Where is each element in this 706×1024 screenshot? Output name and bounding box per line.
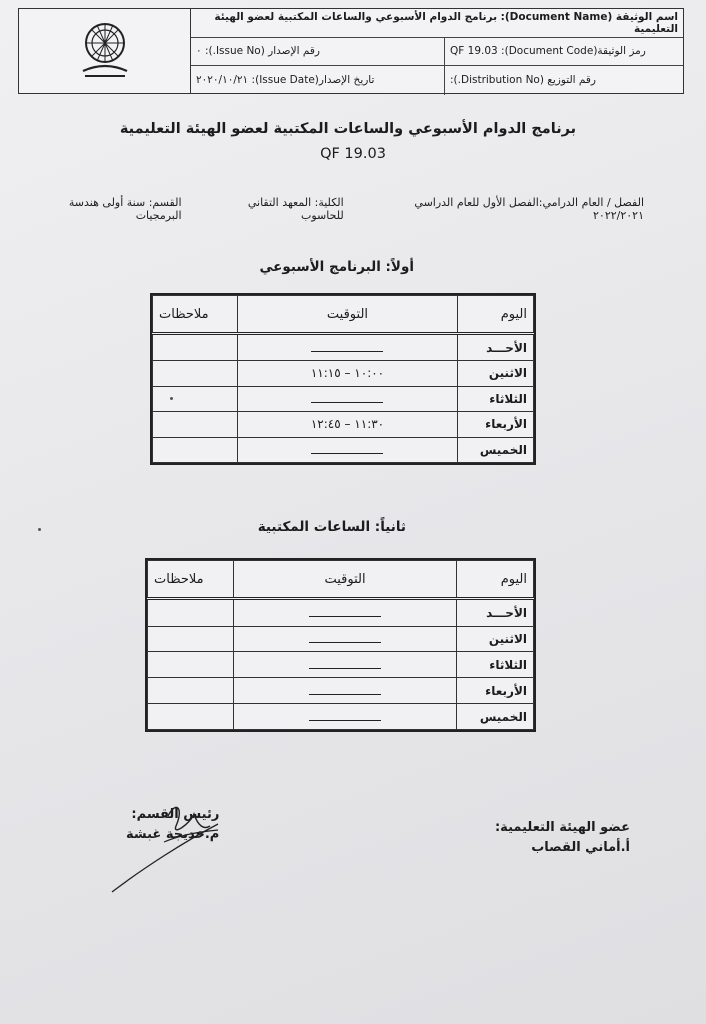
head-label: رئيس القسم: — [131, 807, 220, 822]
blank-line — [309, 608, 381, 617]
form-code: QF 19.03 — [320, 146, 386, 162]
header-day: اليوم — [458, 296, 534, 334]
time-cell — [233, 704, 457, 730]
day-cell: الخميس — [457, 704, 534, 730]
blank-line — [311, 445, 383, 454]
department-info: القسم: سنة أولى هندسة البرمجيات — [68, 196, 182, 222]
header-time: التوقيت — [237, 296, 457, 334]
time-cell — [237, 334, 457, 361]
header-row-code — [191, 38, 683, 67]
notes-cell — [148, 704, 234, 730]
time-cell — [237, 437, 457, 462]
table-row — [148, 626, 534, 652]
time-cell: ١١:٣٠ – ١٢:٤٥ — [237, 412, 457, 437]
issue-date: تاريخ الإصدار(Issue Date): ٢٠٢٠/١٠/٢١ — [191, 66, 445, 95]
page-title: برنامج الدوام الأسبوعي والساعات المكتبية لعضو الهيئة التعليمية — [119, 121, 577, 137]
day-cell: الأربعاء — [457, 678, 534, 704]
header-time: التوقيت — [233, 561, 457, 599]
office-hours-heading: ثانياً: الساعات المكتبية — [257, 519, 406, 535]
document-code: رمز الوثيقة(Document Code): QF 19.03 — [450, 45, 646, 58]
blank-line — [311, 394, 383, 403]
header-notes: ملاحظات — [153, 296, 238, 334]
logo-cell — [19, 9, 191, 93]
table-row — [153, 412, 534, 437]
weekly-table — [150, 293, 536, 465]
table-row — [153, 361, 534, 386]
issue-number: رقم الإصدار (Issue No.): ٠ — [191, 38, 445, 66]
notes-cell — [153, 386, 238, 411]
member-label: عضو الهيئة التعليمية: — [494, 820, 630, 835]
header-notes: ملاحظات — [148, 561, 234, 599]
blank-line — [309, 712, 381, 721]
table-row — [148, 678, 534, 704]
table-header-row — [148, 561, 534, 599]
handwritten-signature-icon — [106, 796, 226, 896]
time-cell — [233, 652, 457, 678]
member-signature-block — [495, 818, 630, 858]
header-row-distribution — [191, 66, 683, 95]
table-header-row — [153, 296, 534, 334]
time-cell — [233, 678, 457, 704]
document-header — [18, 8, 684, 94]
day-cell: الاثنين — [458, 361, 534, 386]
day-cell: الأحـــد — [457, 599, 534, 627]
table-row — [153, 437, 534, 462]
college-info: الكلية: المعهد التقاني للحاسوب — [247, 196, 344, 222]
notes-cell — [148, 652, 234, 678]
table-row — [148, 704, 534, 730]
blank-line — [309, 634, 381, 643]
time-cell: ١٠:٠٠ – ١١:١٥ — [237, 361, 457, 386]
day-cell: الثلاثاء — [458, 386, 534, 411]
notes-cell — [148, 626, 234, 652]
header-day: اليوم — [457, 561, 534, 599]
office-hours-table — [145, 558, 536, 732]
notes-cell — [148, 599, 234, 627]
time-cell — [233, 626, 457, 652]
speck — [38, 528, 41, 531]
time-cell — [237, 386, 457, 411]
weekly-heading: أولاً: البرنامج الأسبوعي — [259, 259, 414, 275]
header-row-name — [191, 9, 683, 38]
table-row — [148, 652, 534, 678]
university-logo-icon — [73, 21, 137, 81]
head-name: م.خديجة غبشة — [126, 827, 220, 842]
blank-line — [311, 343, 383, 352]
notes-cell — [153, 361, 238, 386]
semester-info: الفصل / العام الدرامي:الفصل الأول للعام الدراسي ٢٠٢٢/٢٠٢١ — [414, 196, 644, 222]
member-name: أ.أماني القصاب — [531, 840, 630, 855]
table-row — [153, 334, 534, 361]
day-cell: الاثنين — [457, 626, 534, 652]
notes-cell — [153, 437, 238, 462]
blank-line — [309, 660, 381, 669]
notes-cell — [148, 678, 234, 704]
document-name: اسم الوثيقة (Document Name): برنامج الدوام الأسبوعي والساعات المكتبية لعضو الهيئة التعليمية — [214, 10, 678, 35]
day-cell: الأحـــد — [458, 334, 534, 361]
table-row — [148, 599, 534, 627]
table-row — [153, 386, 534, 411]
notes-cell — [153, 334, 238, 361]
course-info — [24, 196, 644, 222]
speck — [170, 397, 173, 400]
notes-cell — [153, 412, 238, 437]
day-cell: الثلاثاء — [457, 652, 534, 678]
day-cell: الأربعاء — [458, 412, 534, 437]
day-cell: الخميس — [458, 437, 534, 462]
blank-line — [309, 686, 381, 695]
distribution-number: رقم التوزيع (Distribution No.): — [450, 74, 596, 87]
time-cell — [233, 599, 457, 627]
